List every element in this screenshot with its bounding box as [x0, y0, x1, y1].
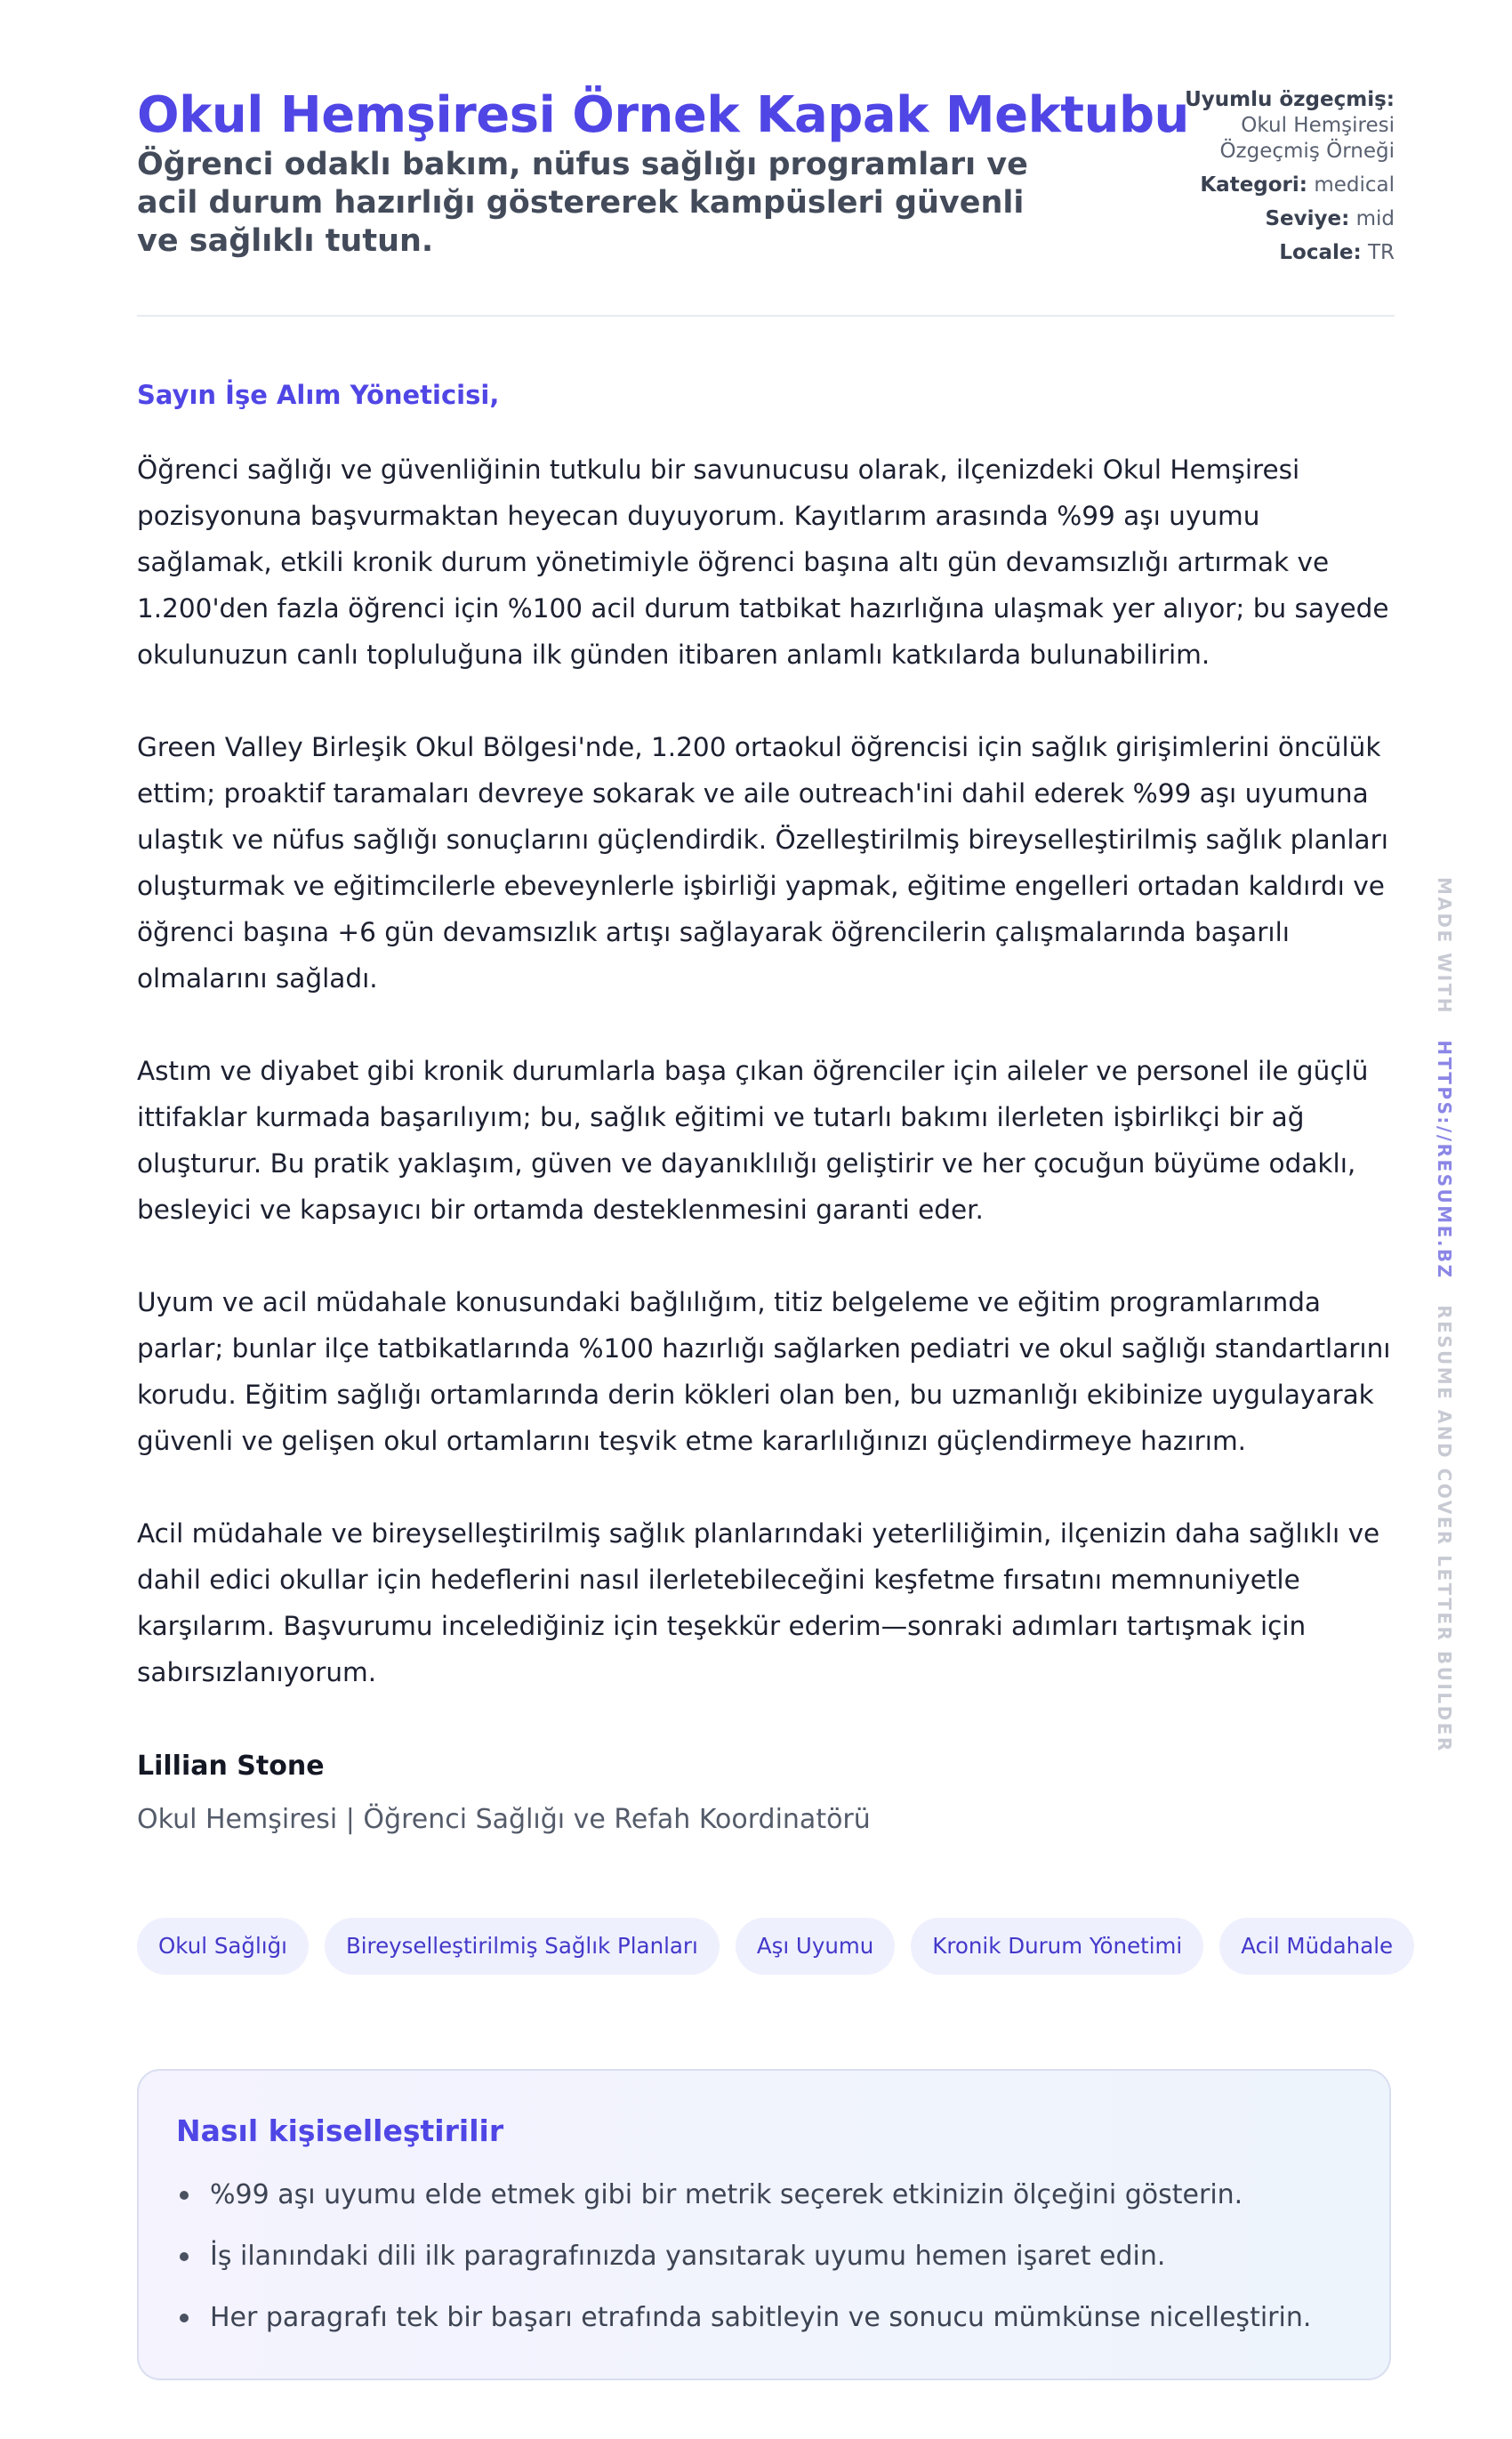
letter-paragraph: Uyum ve acil müdahale konusundaki bağlılığım, titiz belgeleme ve eğitim programlarımda parlar; bunlar ilçe tatbikatlarında %100 hazırlığı sağlarken pediatri ve okul sağlığı standartlarını korudu. Eğitim sağlığı ortamlarında derin kökleri olan ben, bu uzmanlığı ekibinize uygulayarak güvenli ve gelişen okul ortamlarını teşvik etme kararlılığınızı güçlendirmeye hazırım. [137, 1287, 1391, 1456]
page-subtitle: Öğrenci odaklı bakım, nüfus sağlığı programları ve acil durum hazırlığı göstererek kampüsleri güvenli ve sağlıklı tutun. [137, 147, 1028, 259]
watermark-prefix: MADE WITH [1434, 877, 1455, 1015]
meta-resume [1137, 87, 1395, 165]
salutation: Sayın İşe Alım Yöneticisi, [137, 380, 500, 410]
tip-text: Her paragrafı tek bir başarı etrafında sabitleyin ve sonucu mümkünse nicelleştirin. [210, 2302, 1312, 2333]
tag-vaccine-compliance: Aşı Uyumu [736, 1918, 895, 1975]
watermark-suffix: RESUME AND COVER LETTER BUILDER [1434, 1305, 1455, 1753]
meta-level-label: Seviye: [1265, 207, 1350, 230]
bullet-icon [180, 2191, 189, 2200]
meta-panel [1137, 87, 1395, 274]
tag-individual-health-plans: Bireyselleştirilmiş Sağlık Planları [325, 1918, 720, 1975]
bullet-icon [180, 2252, 189, 2261]
signature-title: Okul Hemşiresi | Öğrenci Sağlığı ve Refah Koordinatörü [137, 1804, 871, 1835]
letter-body [137, 447, 1395, 1742]
bullet-icon [180, 2314, 189, 2322]
meta-category [1137, 173, 1395, 198]
meta-category-label: Kategori: [1200, 173, 1307, 197]
meta-level [1137, 206, 1395, 232]
tag-list [137, 1918, 1414, 1975]
signature-name: Lillian Stone [137, 1751, 325, 1782]
header [137, 0, 1395, 317]
meta-resume-value: Okul Hemşiresi Özgeçmiş Örneği [1219, 114, 1395, 163]
watermark-link[interactable]: HTTPS://RESUME.BZ [1434, 1040, 1455, 1280]
tip-item [176, 2237, 1350, 2276]
letter-paragraph: Acil müdahale ve bireyselleştirilmiş sağlık planlarındaki yeterliliğimin, ilçenizin daha sağlıklı ve dahil edici okullar için hedeflerini nasıl ilerletebileceğini keşfetme fırsatını memnuniyetle karşılarım. Başvurumu incelediğiniz için teşekkür ederim—sonraki adımları tartışmak için sabırsızlanıyorum. [137, 1518, 1380, 1687]
tips-list [176, 2176, 1350, 2360]
meta-level-value: mid [1355, 207, 1395, 230]
letter-paragraph: Astım ve diyabet gibi kronik durumlarla başa çıkan öğrenciler için aileler ve personel ile güçlü ittifaklar kurmada başarılıyım; bu, sağlık eğitimi ve tutarlı bakımı ilerleten işbirlikçi bir ağ oluşturur. Bu pratik yaklaşım, güven ve dayanıklılığı geliştirir ve her çocuğun büyüme odaklı, besleyici ve kapsayıcı bir ortamda desteklenmesini garanti eder. [137, 1056, 1369, 1225]
tip-item [176, 2298, 1350, 2338]
meta-resume-label: Uyumlu özgeçmiş: [1185, 88, 1395, 111]
page-title: Okul Hemşiresi Örnek Kapak Mektubu [137, 86, 1189, 144]
tips-title: Nasıl kişiselleştirilir [176, 2113, 504, 2148]
meta-locale [1137, 240, 1395, 266]
tag-chronic-condition: Kronik Durum Yönetimi [911, 1918, 1203, 1975]
tip-text: %99 aşı uyumu elde etmek gibi bir metrik seçerek etkinizin ölçeğini gösterin. [210, 2179, 1243, 2210]
meta-category-value: medical [1314, 173, 1395, 197]
tag-emergency-response: Acil Müdahale [1219, 1918, 1414, 1975]
letter-paragraph: Öğrenci sağlığı ve güvenliğinin tutkulu bir savunucusu olarak, ilçenizdeki Okul Hemşiresi pozisyonuna başvurmaktan heyecan duyuyorum. Kayıtlarım arasında %99 aşı uyumu sağlamak, etkili kronik durum yönetimiyle öğrenci başına altı gün devamsızlığı artırmak ve 1.200'den fazla öğrenci için %100 acil durum tatbikat hazırlığına ulaşmak yer alıyor; bu sayede okulunuzun canlı topluluğuna ilk günden itibaren anlamlı katkılarda bulunabilirim. [137, 455, 1389, 670]
meta-locale-value: TR [1367, 241, 1395, 264]
cover-letter-page [137, 0, 1395, 2333]
tip-text: İş ilanındaki dili ilk paragrafınızda yansıtarak uyumu hemen işaret edin. [210, 2241, 1166, 2272]
tag-school-health: Okul Sağlığı [137, 1918, 309, 1975]
meta-locale-label: Locale: [1279, 241, 1362, 264]
watermark [1434, 877, 1455, 1753]
tips-box [137, 2069, 1391, 2380]
letter-paragraph: Green Valley Birleşik Okul Bölgesi'nde, 1.200 ortaokul öğrencisi için sağlık girişimlerini öncülük ettim; proaktif taramaları devreye sokarak ve aile outreach'ini dahil ederek %99 aşı uyumuna ulaştık ve nüfus sağlığı sonuçlarını güçlendirdik. Özelleştirilmiş bireyselleştirilmiş sağlık planları oluşturmak ve eğitimcilerle ebeveynlerle işbirliği yapmak, eğitime engelleri ortadan kaldırdı ve öğrenci başına +6 gün devamsızlık artışı sağlayarak öğrencilerin çalışmalarında başarılı olmalarını sağladı. [137, 732, 1388, 994]
tip-item [176, 2176, 1350, 2215]
